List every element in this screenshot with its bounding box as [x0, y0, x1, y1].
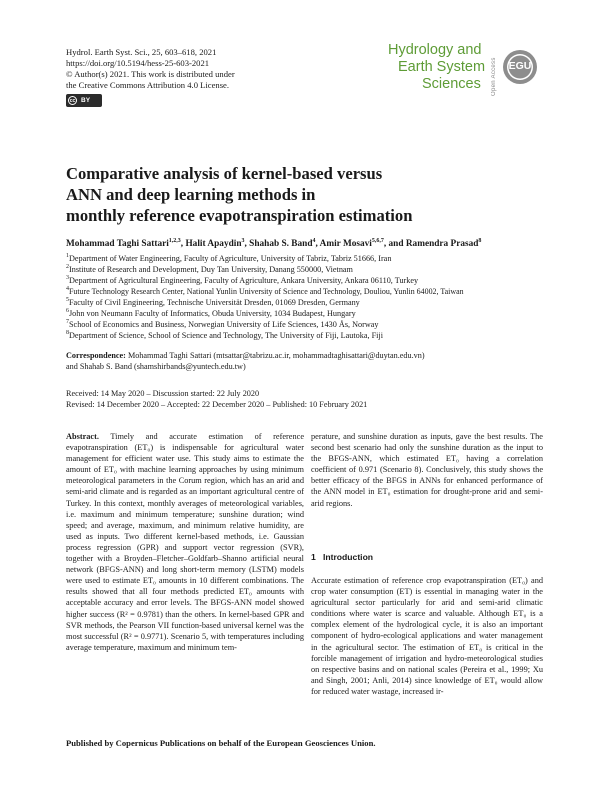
egu-logo-text: EGU [508, 60, 532, 72]
correspondence-label: Correspondence: [66, 351, 126, 360]
publication-dates [66, 388, 546, 411]
introduction-heading: 1 Introduction [311, 552, 374, 562]
affiliation-number: 2 [66, 264, 69, 270]
author-list [66, 238, 546, 250]
author-separator: , [244, 239, 250, 249]
author-name: Shahab S. Band [249, 239, 313, 249]
by-label: BY [81, 97, 91, 104]
correspondence-line-1 [66, 350, 546, 361]
abstract [66, 431, 304, 653]
affiliation-2 [66, 264, 546, 275]
affiliation-number: 1 [66, 253, 69, 259]
affiliation-number: 6 [66, 308, 69, 314]
affiliation-4 [66, 286, 546, 297]
abstract-label: Abstract. [66, 432, 99, 441]
logo-line-2: Earth System [398, 59, 486, 75]
affiliation-text: Department of Science, School of Science and Technology, The University of Fiji, Lautoka, Fiji [69, 331, 383, 340]
affiliation-3 [66, 275, 546, 286]
affiliation-number: 7 [66, 319, 69, 325]
abstract-continued-text: perature, and sunshine duration as inputs, gave the best results. The second best scenario had only the sunshine duration as the input to the BFGS-ANN, which estimated ET₀ having a correlation coefficient of 0.971 (Scenario 8). Conclusively, this study shows the better efficacy of the BFGS in ANNs for enhanced performance of the ANN model in ET₀ estimation for drought-prone arid and semi-arid regions. [311, 432, 543, 508]
author-name: Mohammad Taghi Sattari [66, 239, 169, 249]
introduction-text: Accurate estimation of reference crop evapotranspiration (ET₀) and crop water consumption (ET) is essential in managing water in the agricultural sector particularly for arid and semi-arid climatic conditions where water is scarce and valuable. Although ET₀ is a complex element of the hydrological cycle, it is also an important component of hydro-ecological applications and water management in the agricultural sector. The estimation of ET₀ is critical in the forcible management of irrigation and hydro-meteorological studies on respective basins and on national scales (Pereira et al., 1999; Xu and Singh, 2001; Anli, 2014) since knowledge of ET₀ would allow for reduced water wastage, increased ir- [311, 576, 543, 696]
logo-line-1: Hydrology and [388, 42, 482, 58]
logo-line-3: Sciences [422, 76, 481, 92]
introduction [311, 575, 543, 697]
cc-icon: cc [69, 98, 76, 104]
journal-logo [388, 42, 538, 108]
cc-by-license-badge[interactable] [66, 94, 102, 107]
author-affiliation-marks: 5,6,7 [371, 238, 384, 244]
author-separator: , [315, 239, 320, 249]
author-separator: , [180, 239, 186, 249]
author-affiliation-marks: 3 [241, 238, 245, 244]
title-line: ANN and deep learning methods in [66, 185, 316, 204]
affiliation-text: Department of Water Engineering, Faculty of Agriculture, University of Tabriz, Tabriz 51666, Iran [69, 254, 392, 263]
title-line: monthly reference evapotranspiration estimation [66, 206, 413, 225]
affiliation-6 [66, 308, 546, 319]
affiliation-text: Institute of Research and Development, Duy Tan University, Danang 550000, Vietnam [69, 265, 353, 274]
license-line: the Creative Commons Attribution 4.0 License. [66, 80, 230, 90]
affiliation-text: School of Economics and Business, Norwegian University of Life Sciences, 1430 Ås, Norway [69, 320, 379, 329]
title-line: Comparative analysis of kernel-based versus [66, 164, 383, 183]
author-affiliation-marks: 4 [312, 238, 316, 244]
correspondence-emails[interactable]: Mohammad Taghi Sattari (mtsattar@tabrizu.ac.ir, mohammadtaghisattari@duytan.edu.vn) [125, 351, 425, 360]
open-access-label: Open Access [491, 57, 497, 96]
dates-line-2: Revised: 14 December 2020 – Accepted: 22 December 2020 – Published: 10 February 2021 [66, 400, 368, 410]
affiliation-text: Future Technology Research Center, National Yunlin University of Science and Technology, Douliou, Yunlin 64002, Taiwan [69, 287, 464, 296]
journal-citation: Hydrol. Earth Syst. Sci., 25, 603–618, 2021 [66, 47, 217, 57]
affiliation-number: 5 [66, 297, 69, 303]
affiliation-text: John von Neumann Faculty of Informatics, Obuda University, 1034 Budapest, Hungary [69, 309, 356, 318]
author-name: Ramendra Prasad [405, 239, 479, 249]
publisher-footer: Published by Copernicus Publications on behalf of the European Geosciences Union. [66, 738, 376, 748]
correspondence [66, 350, 546, 373]
author-separator: , and [383, 239, 406, 249]
affiliation-number: 8 [66, 330, 69, 336]
affiliation-number: 4 [66, 286, 69, 292]
dates-line-1: Received: 14 May 2020 – Discussion started: 22 July 2020 [66, 389, 260, 398]
affiliation-5 [66, 297, 546, 308]
paper-title [66, 163, 466, 226]
affiliation-1 [66, 253, 546, 264]
affiliation-text: Faculty of Civil Engineering, Technische Universität Dresden, 01069 Dresden, Germany [69, 298, 360, 307]
affiliation-8 [66, 330, 546, 341]
affiliation-7 [66, 319, 546, 330]
abstract-continued [311, 431, 543, 509]
copyright-line: © Author(s) 2021. This work is distributed under [66, 69, 235, 79]
author-name: Halit Apaydin [185, 239, 242, 249]
author-affiliation-marks: 8 [478, 238, 482, 244]
correspondence-line-2[interactable]: and Shahab S. Band (shamshirbands@yuntech.edu.tw) [66, 362, 246, 372]
affiliation-number: 3 [66, 275, 69, 281]
affiliation-text: Department of Agricultural Engineering, Faculty of Agriculture, Ankara University, Ankara 06110, Turkey [69, 276, 419, 285]
author-affiliation-marks: 1,2,3 [168, 238, 181, 244]
abstract-text: Timely and accurate estimation of reference evapotranspiration (ET₀) is indispensable for agricultural water management for efficient water use. This study aims to estimate the amount of ET₀ with machine learning approaches by using minimum meteorological parameters in the Corum region, which has an arid and semi-arid climate and is regarded as an important agricultural centre of Turkey. In this context, monthly averages of meteorological variables, i.e. maximum and minimum temperature; sunshine duration; wind speed; and average, maximum, and minimum relative humidity, are used as inputs. Two different kernel-based methods, i.e. Gaussian process regression (GPR) and support vector regression (SVR), together with a Broyden–Fletcher–Goldfarb–Shanno artificial neural network (BFGS-ANN) and long short-term memory (LSTM) models were used to estimate ET₀ amounts in 10 different combinations. The results showed that all four methods predicted ET₀ amounts with acceptable accuracy and error levels. The BFGS-ANN model showed higher success (R² = 0.9781) than the others. In kernel-based GPR and SVR methods, the Pearson VII function-based universal kernel was the most successful (R² = 0.9771). Scenario 5, with temperatures including average temperature, maximum and minimum tem- [66, 432, 304, 652]
doi-link[interactable]: https://doi.org/10.5194/hess-25-603-2021 [66, 58, 210, 68]
author-name: Amir Mosavi [319, 239, 372, 249]
